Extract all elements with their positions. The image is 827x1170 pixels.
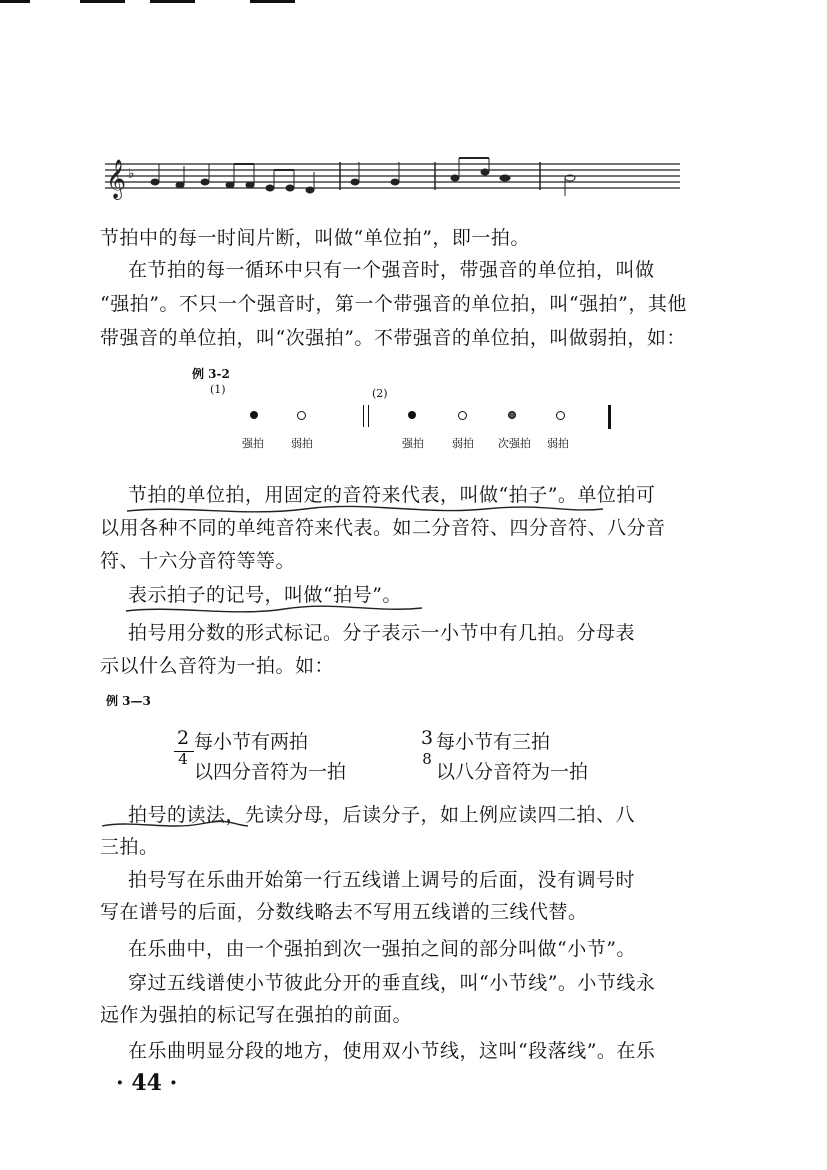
secondary-beat-dot (508, 411, 516, 419)
ts-description: 以八分音符为一拍 (436, 761, 589, 783)
group-label: (2) (372, 387, 388, 400)
paragraph: “强拍”。不只一个强音时，第一个带强音的单位拍，叫“强拍”，其他 (100, 293, 687, 315)
weak-beat-circle (556, 411, 565, 420)
paragraph: 远作为强拍的标记写在强拍的前面。 (100, 1004, 413, 1026)
beat-label: 强拍 (242, 437, 264, 450)
final-barline (608, 405, 611, 429)
paragraph: 在乐曲明显分段的地方，使用双小节线，这叫“段落线”。在乐 (128, 1040, 656, 1062)
paragraph: 以用各种不同的单纯音符来代表。如二分音符、四分音符、八分音 (100, 517, 666, 539)
paragraph: 三拍。 (100, 836, 159, 858)
example-label: 例 3—3 (106, 694, 151, 708)
double-barline (363, 405, 369, 427)
paragraph: 节拍的单位拍，用固定的音符来代表，叫做“拍子”。单位拍可 (128, 484, 656, 506)
paragraph: 符、十六分音符等等。 (100, 550, 296, 572)
ts-description: 每小节有三拍 (436, 731, 551, 753)
page-number: · 44 · (116, 1070, 178, 1096)
example-label: 例 3-2 (192, 367, 230, 381)
beat-label: 弱拍 (291, 437, 313, 450)
paragraph: 在乐曲中，由一个强拍到次一强拍之间的部分叫做“小节”。 (128, 938, 636, 960)
flat-icon: ♭ (128, 166, 135, 182)
beat-label: 强拍 (402, 437, 424, 450)
beat-label: 次强拍 (498, 437, 531, 450)
strong-beat-dot (250, 411, 258, 419)
top-rule (150, 0, 195, 3)
music-staff-excerpt (100, 150, 690, 200)
paragraph: 带强音的单位拍，叫“次强拍”。不带强音的单位拍，叫做弱拍，如： (100, 327, 686, 349)
weak-beat-circle (458, 411, 467, 420)
denominator: 4 (178, 750, 188, 768)
ts-description: 以四分音符为一拍 (194, 761, 347, 783)
beat-label: 弱拍 (452, 437, 474, 450)
paragraph: 拍号写在乐曲开始第一行五线谱上调号的后面，没有调号时 (128, 869, 636, 891)
paragraph: 示以什么音符为一拍。如： (100, 655, 335, 677)
paragraph: 表示拍子的记号，叫做“拍号”。 (128, 584, 402, 606)
strong-beat-dot (408, 411, 416, 419)
weak-beat-circle (297, 411, 306, 420)
paragraph: 在节拍的每一循环中只有一个强音时，带强音的单位拍，叫做 (128, 259, 655, 281)
paragraph: 拍号用分数的形式标记。分子表示一小节中有几拍。分母表 (128, 622, 636, 644)
handwritten-underline (100, 818, 250, 832)
paragraph: 节拍中的每一时间片断，叫做“单位拍”，即一拍。 (100, 227, 530, 249)
paragraph: 拍号的读法，先读分母，后读分子，如上例应读四二拍、八 (128, 804, 636, 826)
paragraph: 穿过五线谱使小节彼此分开的垂直线，叫“小节线”。小节线永 (128, 972, 656, 994)
paragraph: 写在谱号的后面，分数线略去不写用五线谱的三线代替。 (100, 901, 588, 923)
numerator: 2 (176, 727, 190, 749)
handwritten-underline (125, 503, 605, 519)
handwritten-underline (124, 603, 424, 617)
beat-label: 弱拍 (547, 437, 569, 450)
numerator: 3 (420, 727, 434, 749)
treble-clef-icon: 𝄞 (106, 159, 127, 199)
denominator: 8 (422, 750, 432, 768)
ts-description: 每小节有两拍 (194, 731, 309, 753)
top-rule (250, 0, 295, 3)
top-rule (0, 0, 30, 3)
group-label: (1) (210, 383, 226, 396)
example-3-2 (190, 365, 630, 465)
top-rule (80, 0, 125, 3)
